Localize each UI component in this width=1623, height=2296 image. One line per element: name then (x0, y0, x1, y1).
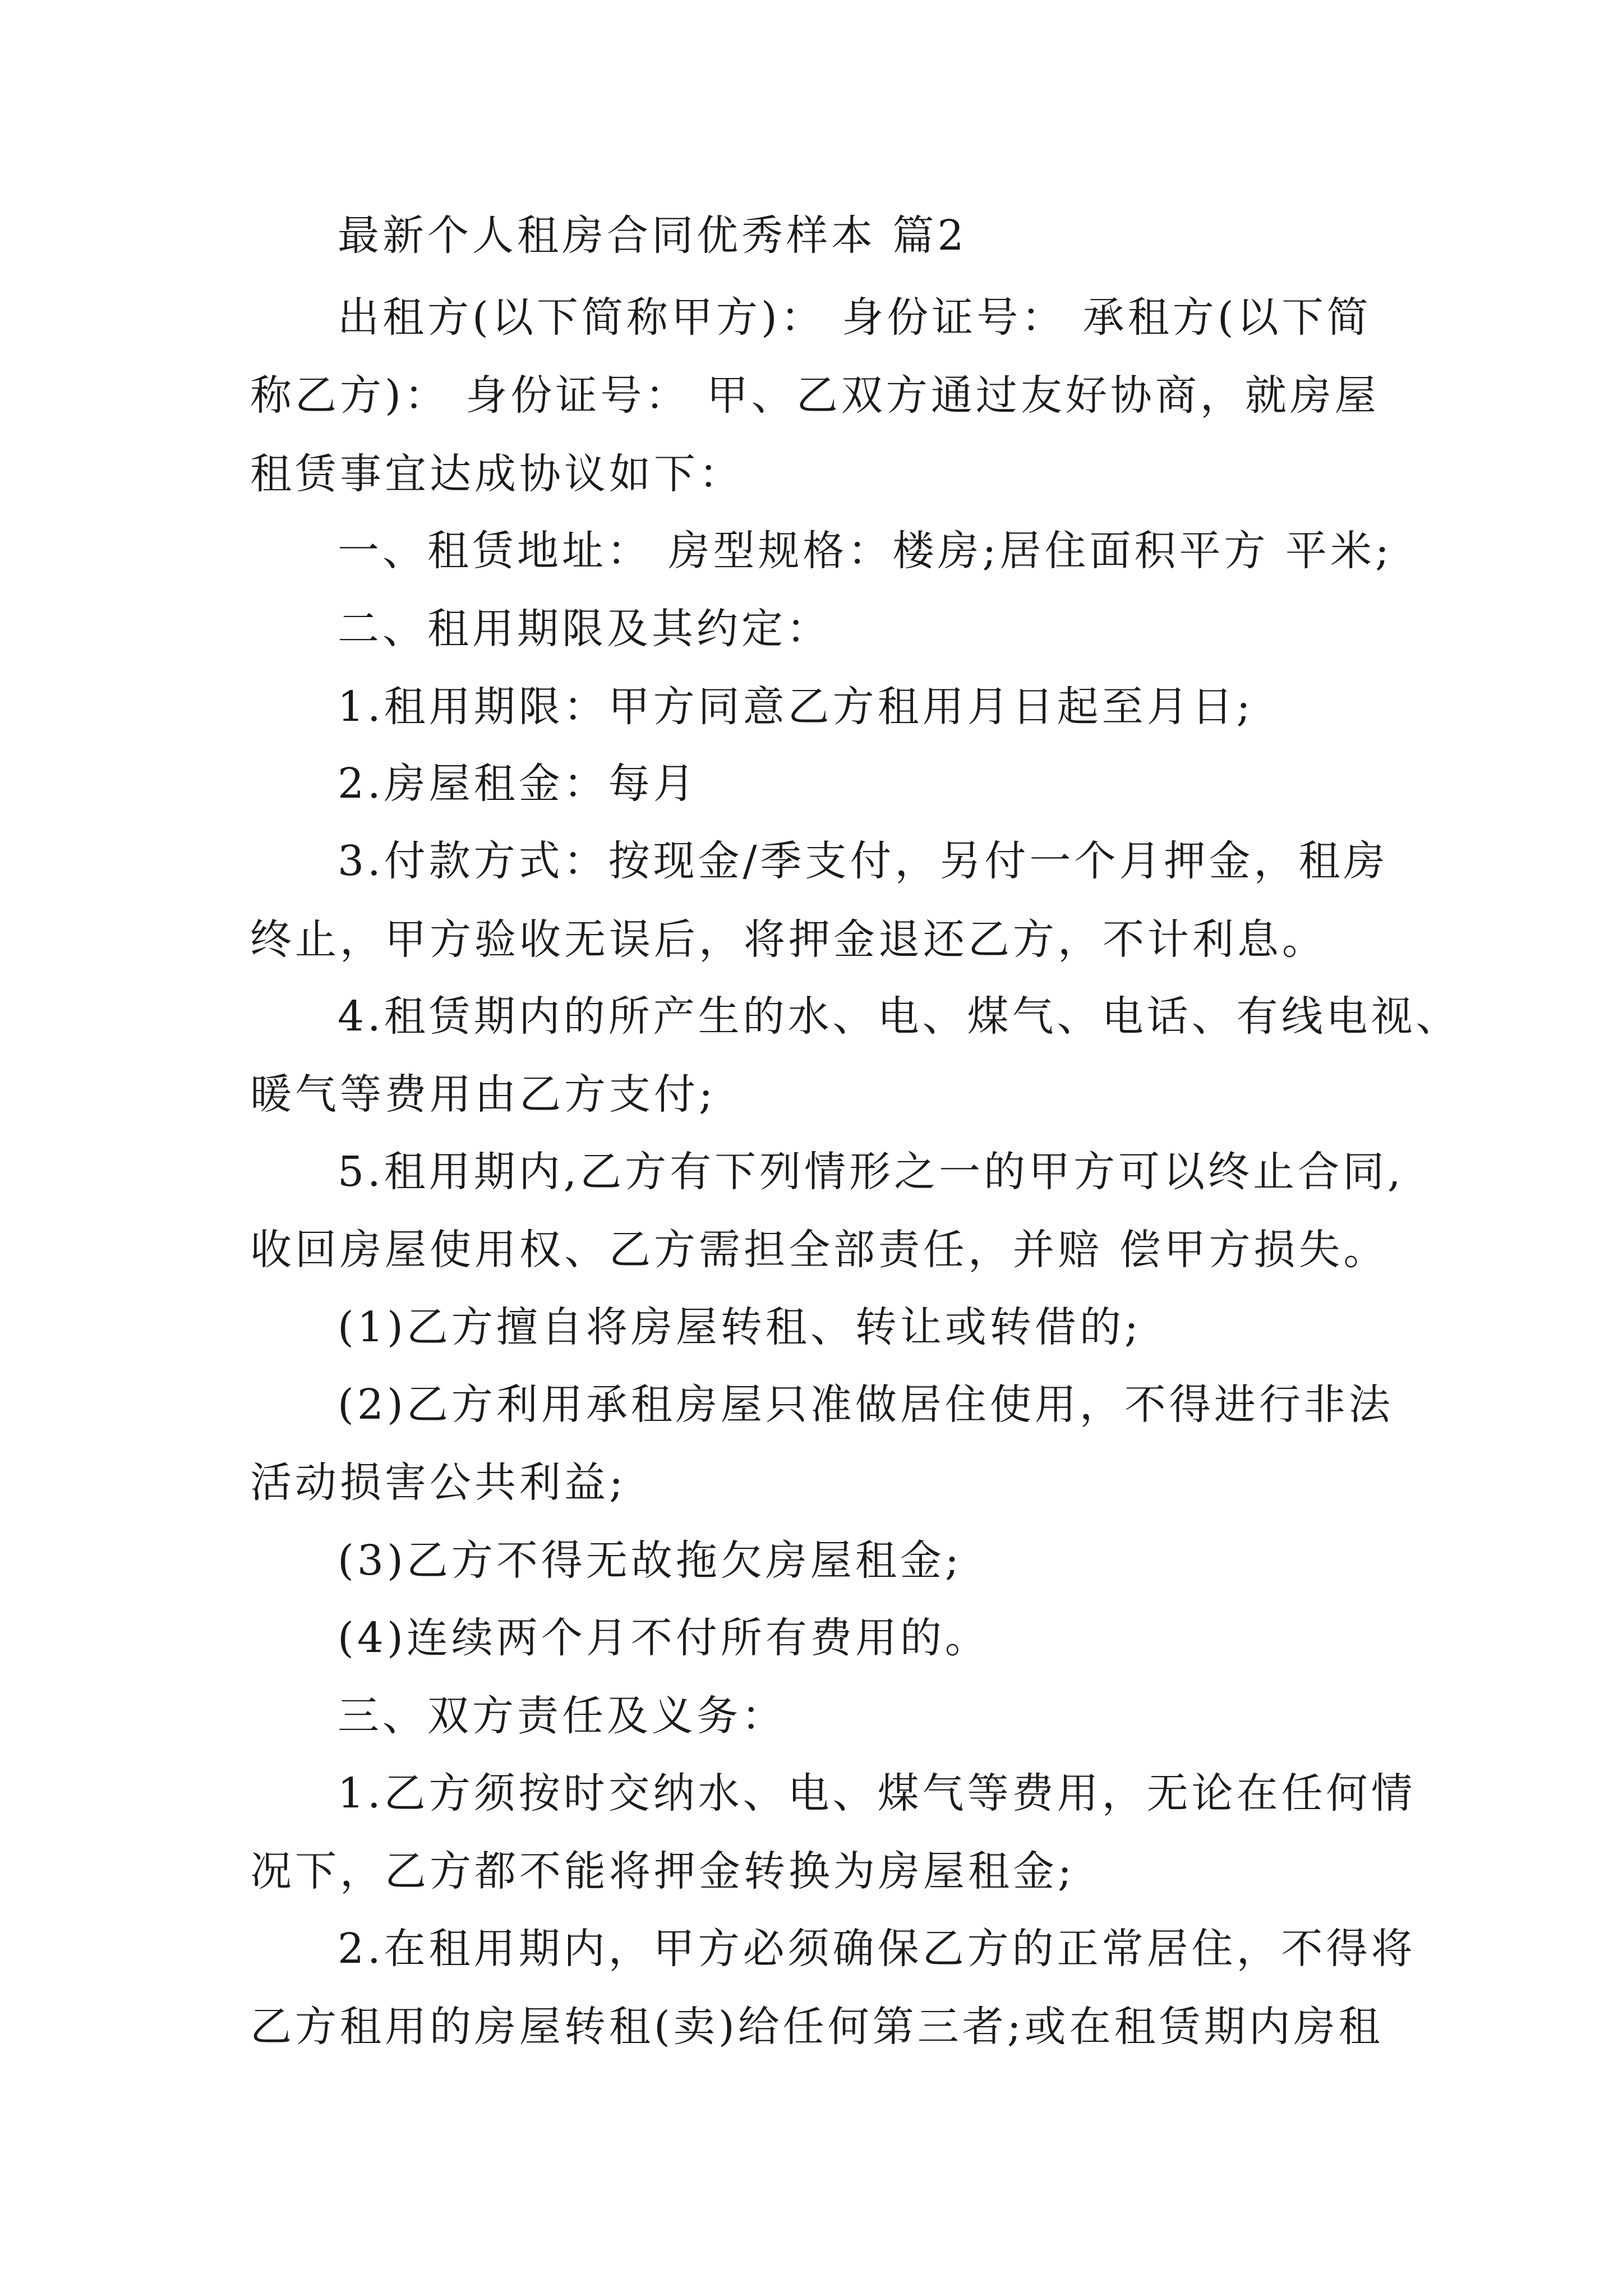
clause-line: 2.房屋租金：每月 (338, 760, 698, 808)
clause-line: 1.租用期限：甲方同意乙方租用月日起至月日; (338, 683, 1254, 731)
section-heading: 二、租用期限及其约定： (338, 605, 831, 653)
section-heading: 三、双方责任及义务： (338, 1692, 786, 1740)
sub-clause-line: 活动损害公共利益; (250, 1458, 626, 1507)
sub-clause-line: (3)乙方不得无故拖欠房屋租金; (338, 1536, 962, 1585)
paragraph-line: 称乙方)： 身份证号： 甲、乙双方通过友好协商，就房屋 (250, 371, 1380, 420)
clause-line: 2.在租用期内，甲方必须确保乙方的正常居住，不得将 (338, 1925, 1416, 1973)
clause-line: 暖气等费用由乙方支付; (250, 1070, 716, 1119)
section-heading: 一、租赁地址： 房型规格：楼房;居住面积平方 平米; (338, 527, 1393, 575)
clause-line: 终止，甲方验收无误后，将押金退还乙方，不计利息。 (250, 915, 1327, 964)
paragraph-line: 出租方(以下简称甲方)： 身份证号： 承租方(以下简 (338, 293, 1372, 342)
sub-clause-line: (4)连续两个月不付所有费用的。 (338, 1614, 990, 1662)
clause-line: 乙方租用的房屋转租(卖)给任何第三者;或在租赁期内房租 (250, 2003, 1384, 2051)
clause-line: 收回房屋使用权、乙方需担全部责任，并赔 偿甲方损失。 (250, 1226, 1389, 1274)
clause-line: 1.乙方须按时交纳水、电、煤气等费用，无论在任何情 (338, 1769, 1416, 1818)
paragraph-line: 租赁事宜达成协议如下： (250, 450, 744, 498)
clause-line: 5.租用期内,乙方有下列情形之一的甲方可以终止合同, (338, 1148, 1404, 1196)
clause-line: 况下，乙方都不能将押金转换为房屋租金; (250, 1847, 1075, 1895)
clause-line: 3.付款方式：按现金/季支付，另付一个月押金，租房 (338, 837, 1389, 885)
clause-line: 4.租赁期内的所产生的水、电、煤气、电话、有线电视、 (338, 992, 1461, 1041)
sub-clause-line: (1)乙方擅自将房屋转租、转让或转借的; (338, 1303, 1142, 1351)
document-title: 最新个人租房合同优秀样本 篇2 (338, 211, 967, 260)
sub-clause-line: (2)乙方利用承租房屋只准做居住使用，不得进行非法 (338, 1381, 1394, 1429)
